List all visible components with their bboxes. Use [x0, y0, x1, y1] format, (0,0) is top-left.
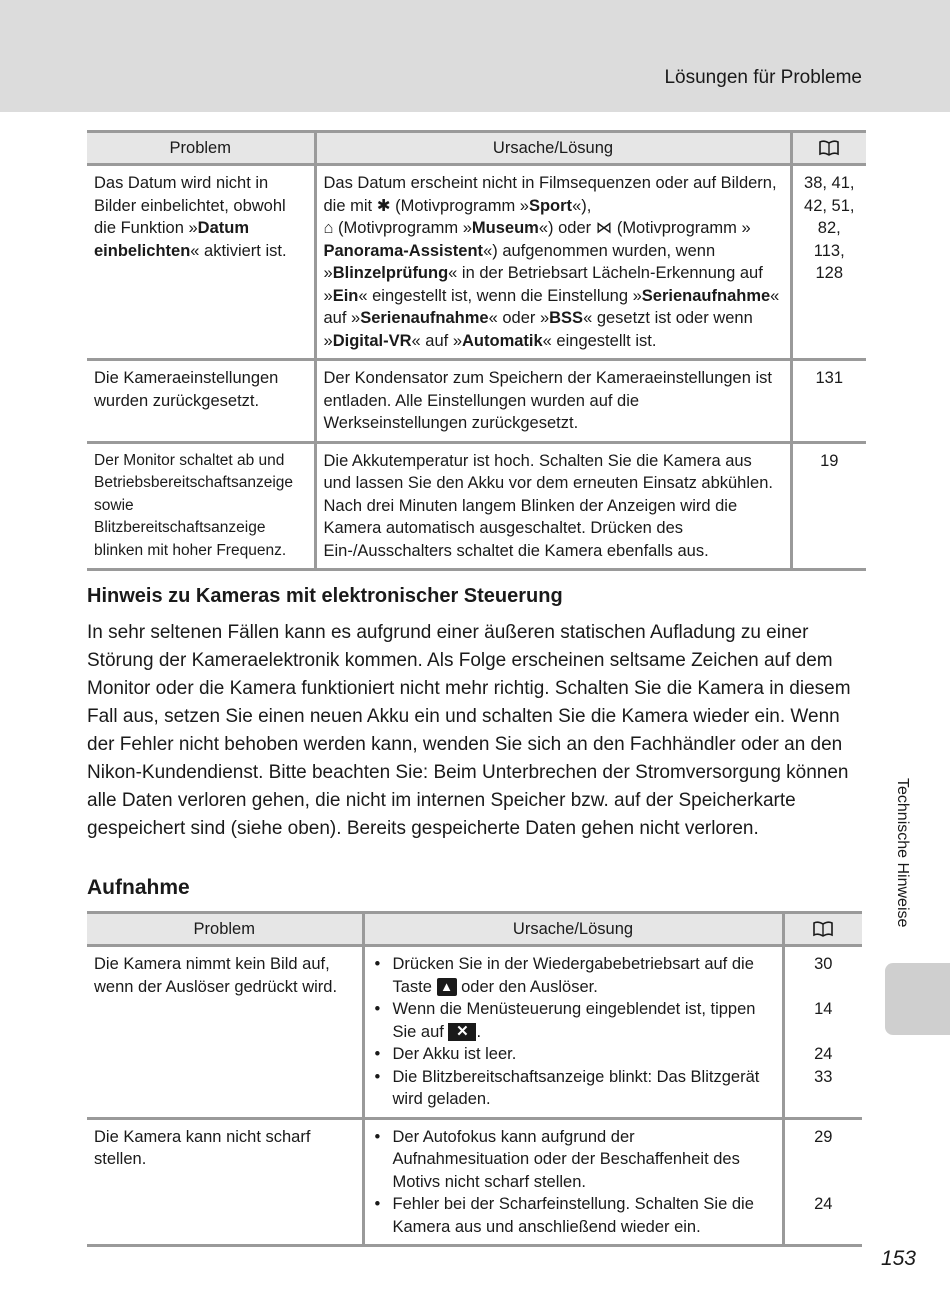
column-header-cause: Ursache/Lösung [363, 913, 783, 946]
table-row [87, 360, 866, 443]
column-header-problem: Problem [87, 913, 363, 946]
list-item: • Fehler bei der Scharfeinstellung. Schalten Sie die Kamera aus und anschließend wieder ein. [372, 1193, 775, 1238]
chapter-tab [885, 963, 950, 1035]
reference-cell: 29 24 [783, 1118, 862, 1246]
reference-cell: 19 [791, 442, 866, 570]
reference-cell: 30 14 24 33 [783, 946, 862, 1119]
chapter-side-label: Technische Hinweise [894, 778, 911, 928]
sport-mode-icon: ✱ [376, 196, 391, 215]
note-body: In sehr seltenen Fällen kann es aufgrund einer äußeren statischen Aufladung zu einer Störung der Kameraelektronik kommen. Als Folge erscheinen seltsame Zeichen auf dem Monitor oder die Kamera funktioniert nicht mehr richtig. Schalten Sie die Kamera in diesem Fall aus, setzen Sie einen neuen Akku ein und schalten Sie die Kamera wieder ein. Wenn der Fehler nicht behoben werden kann, wenden Sie sich an den Fachhändler oder an den Nikon-Kundendienst. Bitte beachten Sie: Beim Unterbrechen der Stromversorgung können alle Daten verloren gehen, die nicht im internen Speicher bzw. auf der Speicherkarte gespeichert sind (siehe oben). Bereits gespeicherte Daten gehen nicht verloren. [87, 622, 851, 839]
reference-cell: 131 [791, 360, 866, 443]
cause-cell [363, 946, 783, 1119]
table-row [87, 165, 866, 360]
column-header-problem: Problem [87, 132, 315, 165]
note-heading: Hinweis zu Kameras mit elektronischer Steuerung [87, 585, 563, 607]
list-item: • Drücken Sie in der Wiedergabebetriebsart auf die Taste ▲ oder den Auslöser. [372, 953, 775, 998]
troubleshooting-table-general [87, 130, 866, 571]
problem-cell: Das Datum wird nicht in Bilder einbelichtet, obwohl die Funktion »Datum einbelichten« aktiviert ist. [87, 165, 315, 360]
table-row [87, 1118, 862, 1246]
column-header-cause: Ursache/Lösung [315, 132, 791, 165]
table-row [87, 442, 866, 570]
table-row [87, 946, 862, 1119]
header-band [0, 0, 950, 112]
column-header-reference [791, 132, 866, 165]
problem-cell: Die Kameraeinstellungen wurden zurückgesetzt. [87, 360, 315, 443]
book-reference-icon [818, 140, 840, 156]
cause-cell: Der Kondensator zum Speichern der Kameraeinstellungen ist entladen. Alle Einstellungen wurden auf die Werkseinstellungen zurückgesetzt. [315, 360, 791, 443]
list-item: • Die Blitzbereitschaftsanzeige blinkt: Das Blitzgerät wird geladen. [372, 1066, 775, 1111]
cause-cell: Das Datum erscheint nicht in Filmsequenzen oder auf Bildern, die mit ✱ (Motivprogramm »Sport«), ⌂ (Motivprogramm »Museum«) oder ⋈ (Motivprogramm » Panorama-Assistent«) aufgenommen wurden, wenn »Blinzelprüfung« in der Betriebsart Lächeln-Erkennung auf »Ein« eingestellt ist, wenn die Einstellung »Serienaufnahme« auf »Serienaufnahme« oder »BSS« gesetzt ist oder wenn »Digital-VR« auf »Automatik« eingestellt ist. [315, 165, 791, 360]
problem-cell: Der Monitor schaltet ab und Betriebsbereitschaftsanzeige sowie Blitzbereitschaftsanzeige blinken mit hoher Frequenz. [87, 442, 315, 570]
book-reference-icon [812, 921, 834, 937]
page-number: 153 [880, 1247, 916, 1270]
list-item: • Wenn die Menüsteuerung eingeblendet ist, tippen Sie auf ✕ . [372, 998, 775, 1043]
shooting-mode-button-icon: ▲ [437, 978, 457, 996]
cause-cell [363, 1118, 783, 1246]
problem-cell: Die Kamera nimmt kein Bild auf, wenn der Auslöser gedrückt wird. [87, 946, 363, 1119]
problem-cell: Die Kamera kann nicht scharf stellen. [87, 1118, 363, 1246]
panorama-mode-icon: ⋈ [595, 219, 613, 237]
section-heading-aufnahme: Aufnahme [87, 876, 190, 899]
troubleshooting-table-shooting [87, 911, 862, 1247]
list-item: • Der Akku ist leer. [372, 1043, 775, 1066]
column-header-reference [783, 913, 862, 946]
close-icon: ✕ [448, 1023, 476, 1041]
cause-cell: Die Akkutemperatur ist hoch. Schalten Sie die Kamera aus und lassen Sie den Akku vor dem erneuten Einsatz abkühlen. Nach drei Minuten langem Blinken der Anzeigen wird die Kamera automatisch ausgeschaltet. Drücken des Ein-/Ausschalters schaltet die Kamera ebenfalls aus. [315, 442, 791, 570]
museum-mode-icon: ⌂ [323, 219, 334, 237]
list-item: • Der Autofokus kann aufgrund der Aufnahmesituation oder der Beschaffenheit des Motivs nicht scharf stellen. [372, 1126, 775, 1194]
section-title: Lösungen für Probleme [664, 67, 862, 88]
reference-cell: 38, 41, 42, 51, 82, 113, 128 [791, 165, 866, 360]
